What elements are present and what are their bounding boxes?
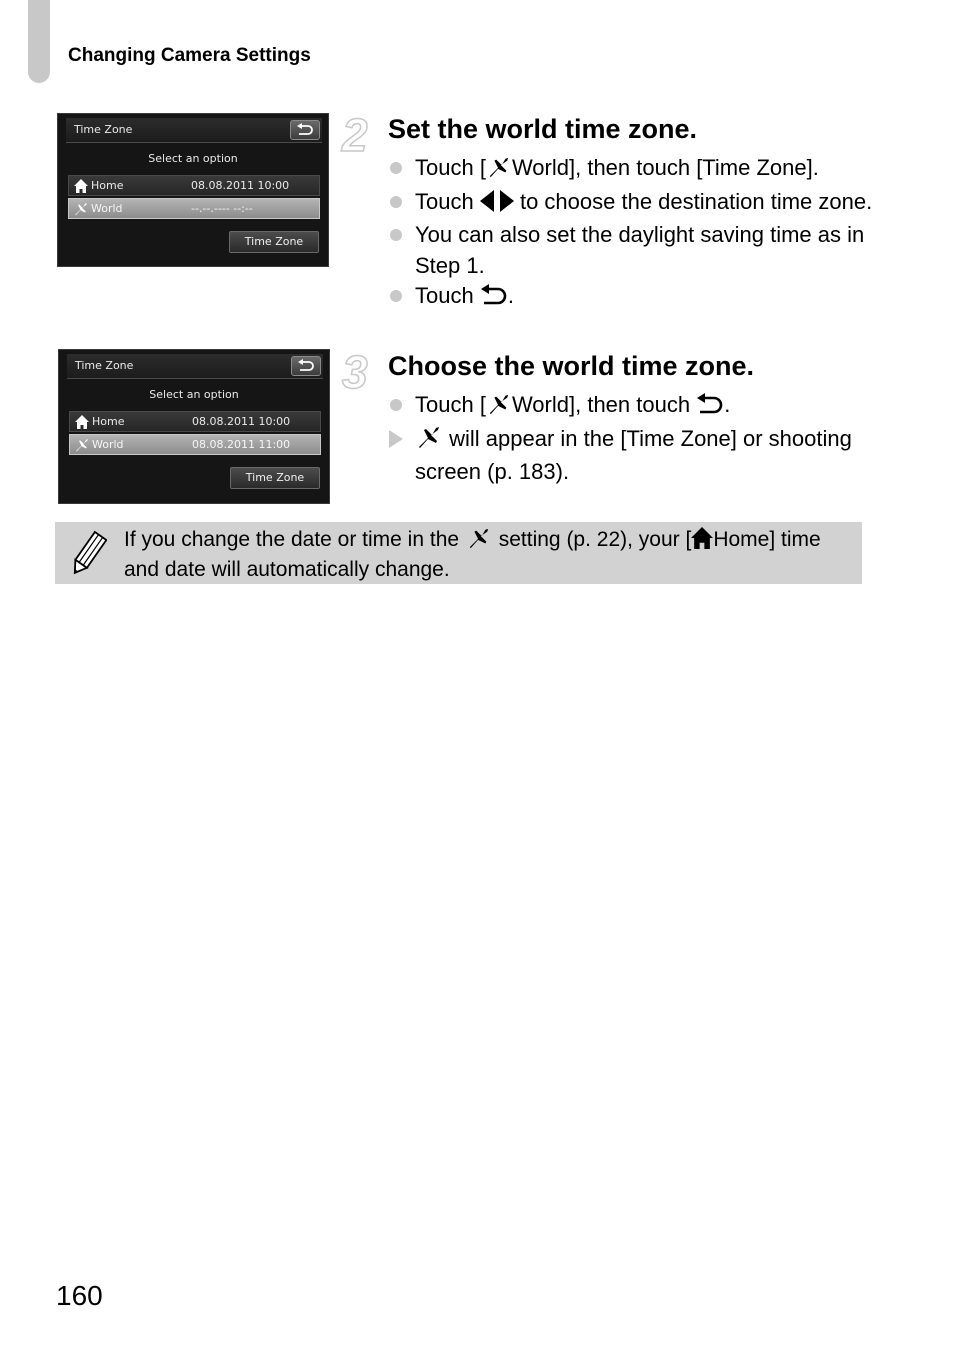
- screen-title-bar: [66, 118, 322, 143]
- airplane-icon: [486, 393, 512, 424]
- return-icon: [480, 284, 508, 315]
- list-item: Touch .: [388, 281, 878, 315]
- step-number: 3: [342, 346, 368, 398]
- home-row[interactable]: [68, 175, 320, 196]
- home-value: 08.08.2011 10:00: [192, 415, 291, 428]
- screen-prompt: Select an option: [148, 152, 238, 165]
- airplane-icon: [415, 425, 443, 458]
- world-value: --.--.---- --:--: [191, 202, 253, 215]
- screen-title: Time Zone: [74, 123, 133, 136]
- note-text: If you change the date or time in the setting (p. 22), your [ Home] time and date will automatically change.: [124, 528, 821, 581]
- world-row[interactable]: [69, 434, 321, 455]
- home-label: Home: [92, 415, 125, 428]
- camera-screen-2: [58, 349, 330, 504]
- result-item: will appear in the [Time Zone] or shooting screen (p. 183).: [388, 424, 878, 488]
- screen-title: Time Zone: [75, 359, 134, 372]
- return-icon: [696, 393, 724, 424]
- time-zone-button[interactable]: Time Zone: [229, 231, 319, 253]
- airplane-icon: [465, 527, 493, 556]
- home-icon: [75, 415, 89, 429]
- list-item: Touch [ World], then touch [Time Zone].: [388, 153, 878, 187]
- world-label: World: [91, 202, 123, 215]
- home-icon: [74, 179, 88, 193]
- airplane-icon: [486, 156, 512, 187]
- side-tab: [28, 0, 50, 83]
- step-title: Choose the world time zone.: [388, 351, 755, 381]
- note-box: [55, 522, 862, 584]
- list-item: Touch [ World], then touch .: [388, 390, 878, 424]
- step-number: 2: [342, 109, 368, 161]
- screen-prompt: Select an option: [149, 388, 239, 401]
- time-zone-button[interactable]: Time Zone: [230, 467, 320, 489]
- left-right-arrows-icon: [480, 190, 514, 221]
- home-row[interactable]: [69, 411, 321, 432]
- step-title: Set the world time zone.: [388, 114, 698, 144]
- home-label: Home: [91, 179, 124, 192]
- world-row[interactable]: [68, 198, 320, 219]
- pencil-icon: [69, 530, 107, 583]
- step-3-list: [388, 390, 878, 488]
- camera-screen-1: [57, 113, 329, 267]
- home-icon: [691, 527, 713, 556]
- page-number: 160: [56, 1280, 103, 1311]
- list-item: Touch to choose the destination time zone.: [388, 187, 878, 221]
- airplane-icon: [74, 202, 88, 216]
- home-value: 08.08.2011 10:00: [191, 179, 290, 192]
- list-item: You can also set the daylight saving time as in Step 1.: [388, 220, 878, 281]
- screen-title-bar: [67, 354, 323, 379]
- return-icon[interactable]: [291, 356, 321, 376]
- section-header: Changing Camera Settings: [68, 45, 311, 66]
- step-2-list: [388, 153, 878, 315]
- world-label: World: [92, 438, 124, 451]
- return-icon[interactable]: [290, 120, 320, 140]
- airplane-icon: [75, 438, 89, 452]
- world-value: 08.08.2011 11:00: [192, 438, 291, 451]
